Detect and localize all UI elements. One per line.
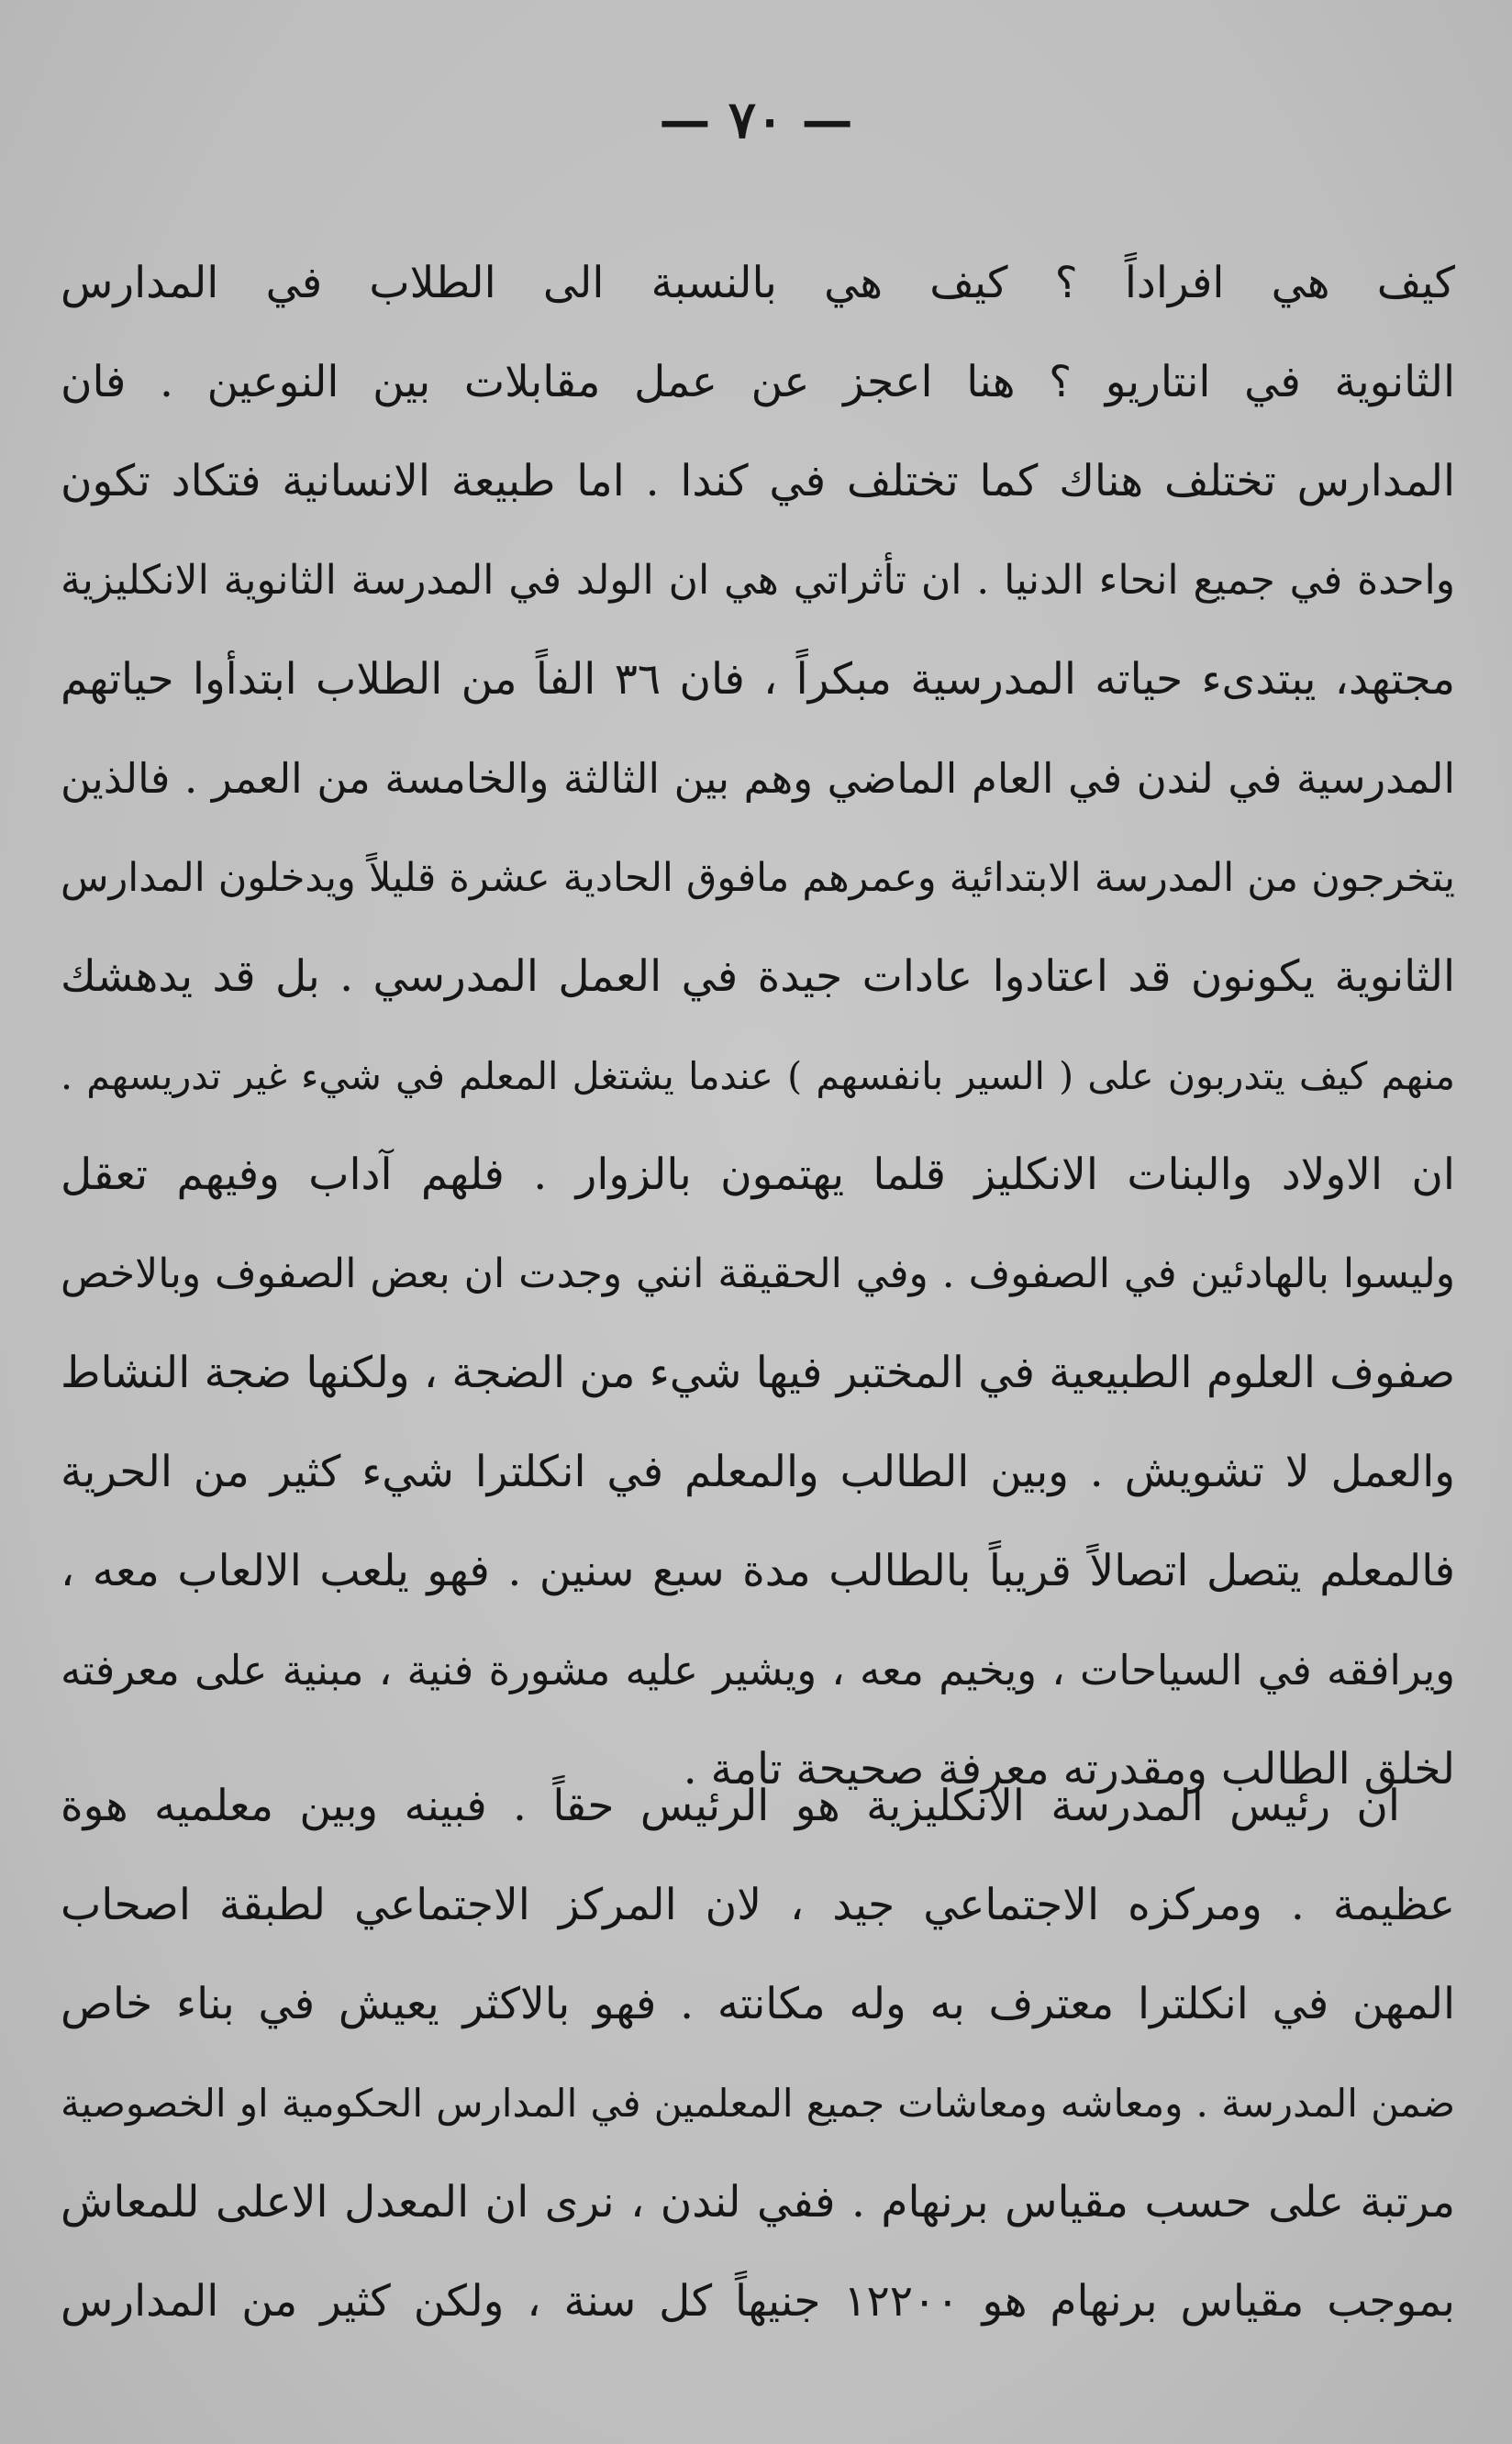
text-line: ان الاولاد والبنات الانكليز قلما يهتمون بالزوار . فلهم آداب وفيهم تعقل [61, 1150, 1455, 1200]
text-line: مجتهد، يبتدىء حياته المدرسية مبكراً ، فان ٣٦ الفاً من الطلاب ابتدأوا حياتهم [61, 654, 1455, 705]
text-line: والعمل لا تشويش . وبين الطالب والمعلم في انكلترا شيء كثير من الحرية [61, 1447, 1455, 1497]
text-line: يتخرجون من المدرسة الابتدائية وعمرهم مافوق الحادية عشرة قليلاً ويدخلون المدارس [61, 855, 1455, 901]
text-line: بموجب مقياس برنهام هو ١٢٢٠٠ جنيهاً كل سنة ، ولكن كثير من المدارس [61, 2276, 1455, 2327]
page-number: — ٧٠ — [659, 90, 853, 150]
text-line: لخلق الطالب ومقدرته معرفة صحيحة تامة . [683, 1744, 1455, 1794]
text-line: فالمعلم يتصل اتصالاً قريباً بالطالب مدة سبع سنين . فهو يلعب الالعاب معه ، [61, 1546, 1455, 1596]
text-line: المدارس تختلف هناك كما تختلف في كندا . اما طبيعة الانسانية فتكاد تكون [61, 456, 1455, 506]
text-line: صفوف العلوم الطبيعية في المختبر فيها شيء من الضجة ، ولكنها ضجة النشاط [61, 1348, 1455, 1398]
text-line: عظيمة . ومركزه الاجتماعي جيد ، لان المركز الاجتماعي لطبقة اصحاب [61, 1880, 1455, 1930]
text-line: ضمن المدرسة . ومعاشه ومعاشات جميع المعلمين في المدارس الحكومية او الخصوصية [61, 2081, 1455, 2126]
text-line: واحدة في جميع انحاء الدنيا . ان تأثراتي هي ان الولد في المدرسة الثانوية الانكليزية [61, 557, 1455, 604]
text-line: الثانوية في انتاريو ؟ هنا اعجز عن عمل مقابلات بين النوعين . فان [61, 357, 1455, 407]
text-line: المهن في انكلترا معترف به وله مكانته . فهو بالاكثر يعيش في بناء خاص [61, 1979, 1455, 2029]
paragraph-2 [61, 1757, 1455, 2351]
text-line: الثانوية يكونون قد اعتادوا عادات جيدة في العمل المدرسي . بل قد يدهشك [61, 951, 1455, 1002]
paragraph-1 [61, 234, 1455, 1819]
text-line: ان رئيس المدرسة الانكليزية هو الرئيس حقاً . فبينه وبين معلميه هوة [61, 1781, 1400, 1831]
text-line: ويرافقه في السياحات ، ويخيم معه ، ويشير عليه مشورة فنية ، مبنية على معرفته [61, 1646, 1455, 1694]
text-line: كيف هي افراداً ؟ كيف هي بالنسبة الى الطلاب في المدارس [61, 258, 1455, 308]
text-line: منهم كيف يتدربون على ( السير بانفسهم ) عندما يشتغل المعلم في شيء غير تدريسهم . [61, 1054, 1455, 1098]
text-line: مرتبة على حسب مقياس برنهام . ففي لندن ، نرى ان المعدل الاعلى للمعاش [61, 2177, 1455, 2227]
text-line: المدرسية في لندن في العام الماضي وهم بين الثالثة والخامسة من العمر . فالذين [61, 754, 1455, 803]
text-line: وليسوا بالهادئين في الصفوف . وفي الحقيقة انني وجدت ان بعض الصفوف وبالاخص [61, 1250, 1455, 1297]
